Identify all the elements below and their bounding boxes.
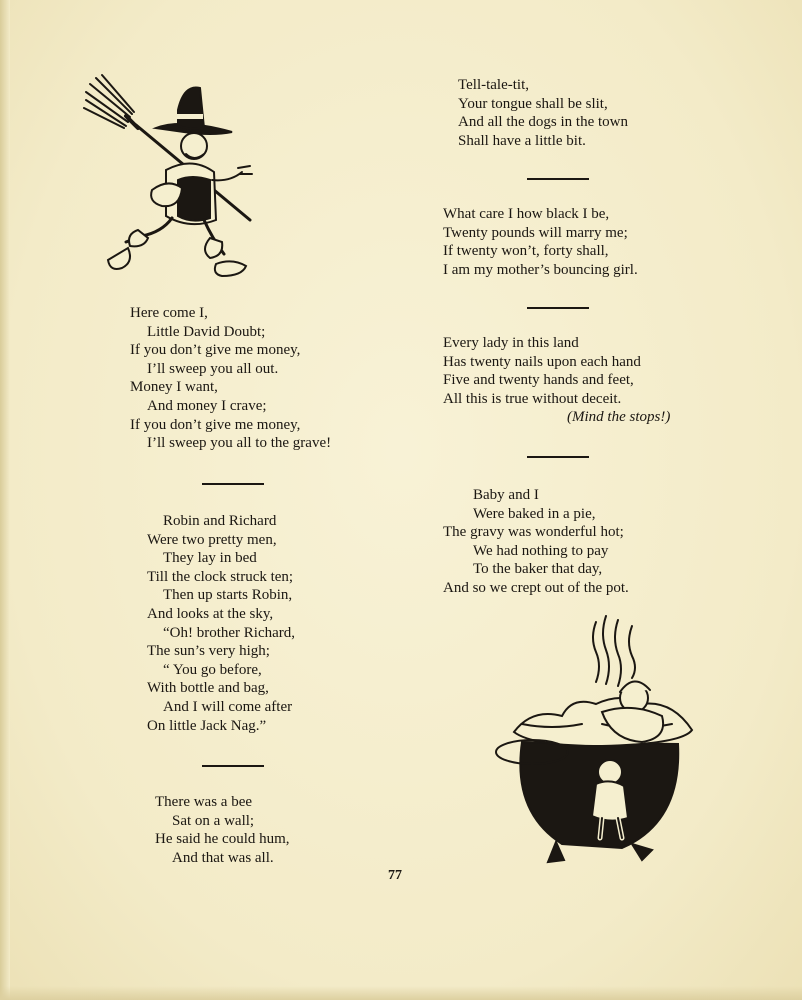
poem-line: The sun’s very high; — [147, 643, 270, 660]
poem-line: To the baker that day, — [473, 561, 603, 578]
poem-line: We had nothing to pay — [473, 542, 609, 559]
poem-line: There was a bee — [155, 794, 253, 810]
poem-line: Were baked in a pie, — [473, 505, 596, 522]
poem-line: I’ll sweep you all out. — [147, 360, 279, 377]
poem-line: Your tongue shall be slit, — [458, 95, 608, 112]
poem-line: Then up starts Robin, — [163, 587, 293, 604]
poem-line: “Oh! brother Richard, — [163, 624, 296, 641]
poem-tell-tale — [458, 76, 628, 150]
poem-line: Little David Doubt; — [147, 323, 266, 340]
poem-line: Sat on a wall; — [172, 812, 255, 829]
section-divider — [527, 178, 589, 180]
poem-line: If twenty won’t, forty shall, — [443, 243, 609, 260]
poem-every-lady — [443, 334, 670, 427]
poem-line: Five and twenty hands and feet, — [443, 372, 634, 389]
section-divider — [202, 483, 264, 485]
poem-line: What care I how black I be, — [443, 206, 610, 222]
section-divider — [202, 765, 264, 767]
poem-line: And all the dogs in the town — [458, 114, 628, 131]
poem-line: If you don’t give me money, — [130, 416, 301, 433]
poem-line: If you don’t give me money, — [130, 342, 301, 359]
section-divider — [527, 307, 589, 309]
man-with-broom-illustration — [82, 70, 260, 285]
poem-line: And money I crave; — [147, 397, 267, 414]
page-edge-shadow — [0, 0, 10, 1000]
poem-line: Twenty pounds will marry me; — [443, 224, 628, 241]
baby-in-pot-illustration — [492, 612, 704, 868]
poem-line: And so we crept out of the pot. — [443, 579, 629, 596]
poem-line: Baby and I — [473, 487, 539, 503]
poem-note — [443, 408, 670, 427]
poem-david-doubt — [130, 304, 331, 453]
poem-line: Till the clock struck ten; — [147, 568, 294, 585]
poem-baby-pie — [443, 486, 629, 598]
poem-line: Has twenty nails upon each hand — [443, 353, 641, 370]
poem-line: “ You go before, — [163, 661, 262, 678]
poem-line: Every lady in this land — [443, 335, 579, 351]
poem-line: And looks at the sky, — [147, 605, 274, 622]
poem-line: And I will come after — [163, 698, 293, 715]
poem-line: Robin and Richard — [163, 513, 277, 529]
poem-line: I’ll sweep you all to the grave! — [147, 435, 332, 452]
poem-line: Money I want, — [130, 379, 218, 396]
poem-line: The gravy was wonderful hot; — [443, 524, 624, 541]
poem-note-text: (Mind the stops!) — [567, 409, 671, 426]
poem-line: With bottle and bag, — [147, 680, 269, 697]
poem-line: Were two pretty men, — [147, 531, 277, 548]
poem-line: They lay in bed — [163, 550, 257, 567]
poem-line: Here come I, — [130, 305, 208, 321]
poem-black-i-be — [443, 205, 638, 279]
poem-line: He said he could hum, — [155, 831, 290, 848]
poem-line: I am my mother’s bouncing girl. — [443, 261, 638, 278]
poem-bee — [155, 793, 290, 867]
page-number: 77 — [388, 868, 402, 883]
poem-line: Tell-tale-tit, — [458, 77, 530, 93]
poem-line: On little Jack Nag.” — [147, 717, 267, 734]
poem-robin-richard — [147, 512, 295, 735]
page-bottom-shadow — [0, 986, 802, 1000]
poem-line: And that was all. — [172, 849, 274, 866]
poem-line: Shall have a little bit. — [458, 132, 586, 149]
poem-line: All this is true without deceit. — [443, 390, 622, 407]
section-divider — [527, 456, 589, 458]
